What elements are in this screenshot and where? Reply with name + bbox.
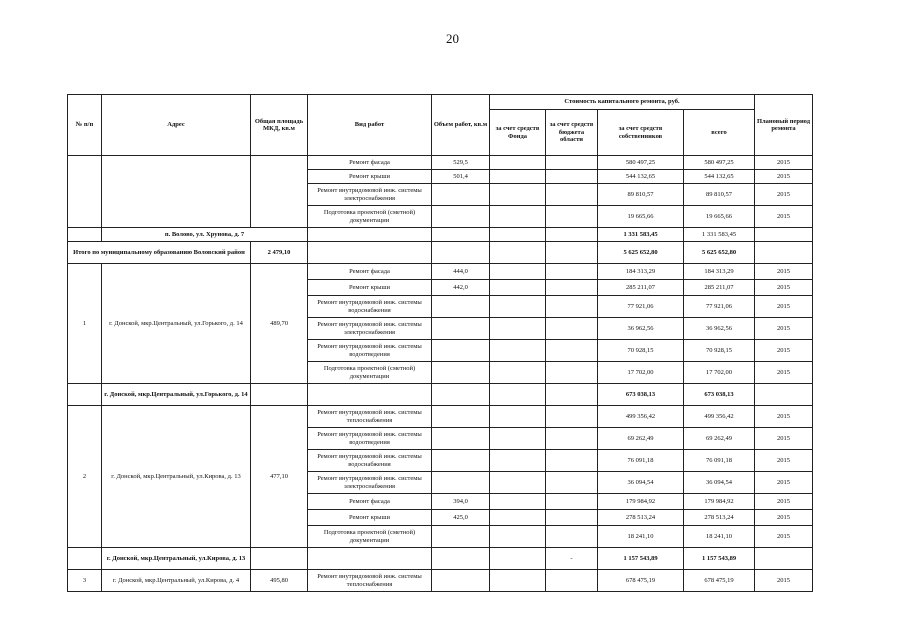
num-cell	[68, 156, 102, 228]
volume-cell	[432, 184, 490, 206]
fund-cell	[490, 206, 546, 228]
header-address: Адрес	[102, 95, 251, 156]
period-cell: 2015	[755, 526, 813, 548]
total-cell: 36 962,56	[684, 318, 755, 340]
total-cell: 70 928,15	[684, 340, 755, 362]
fund-cell	[490, 296, 546, 318]
total-cell: 5 625 652,80	[684, 242, 755, 264]
subtotal-row	[68, 384, 813, 406]
area-cell	[251, 156, 308, 228]
subtotal-label: г. Донской, мкр.Центральный, ул.Горького, д. 14	[102, 384, 251, 406]
fund-cell	[490, 428, 546, 450]
total-cell: 678 475,19	[684, 570, 755, 592]
header-owners: за счет средств собственников	[598, 110, 684, 156]
total-cell: 184 313,29	[684, 264, 755, 280]
work-cell	[308, 242, 432, 264]
fund-cell	[490, 228, 546, 242]
address-cell: г. Донской, мкр.Центральный, ул.Кирова, д. 4	[102, 570, 251, 592]
volume-cell: 529,5	[432, 156, 490, 170]
total-cell: 89 810,57	[684, 184, 755, 206]
period-cell: 2015	[755, 450, 813, 472]
owners-cell: 89 810,57	[598, 184, 684, 206]
period-cell: 2015	[755, 472, 813, 494]
volume-cell	[432, 228, 490, 242]
budget-cell	[546, 184, 598, 206]
header-work-type: Вид работ	[308, 95, 432, 156]
budget-cell	[546, 362, 598, 384]
volume-cell	[432, 318, 490, 340]
work-cell: Ремонт внутридомовой инж. системы электроснабжения	[308, 184, 432, 206]
work-cell: Ремонт внутридомовой инж. системы теплоснабжения	[308, 406, 432, 428]
subtotal-row	[68, 548, 813, 570]
header-total: всего	[684, 110, 755, 156]
volume-cell: 442,0	[432, 280, 490, 296]
header-budget: за счет средств бюджета области	[546, 110, 598, 156]
budget-cell: -	[546, 548, 598, 570]
owners-cell: 179 984,92	[598, 494, 684, 510]
period-cell: 2015	[755, 428, 813, 450]
volume-cell: 501,4	[432, 170, 490, 184]
fund-cell	[490, 450, 546, 472]
num-cell	[68, 228, 102, 242]
owners-cell: 77 921,06	[598, 296, 684, 318]
header-num: № п/п	[68, 95, 102, 156]
budget-cell	[546, 318, 598, 340]
owners-cell: 1 331 583,45	[598, 228, 684, 242]
work-cell: Ремонт фасада	[308, 264, 432, 280]
volume-cell	[432, 570, 490, 592]
table-row	[68, 570, 813, 592]
total-cell: 580 497,25	[684, 156, 755, 170]
subtotal-row	[68, 228, 813, 242]
work-cell: Ремонт крыши	[308, 280, 432, 296]
owners-cell: 76 091,18	[598, 450, 684, 472]
fund-cell	[490, 406, 546, 428]
budget-cell	[546, 570, 598, 592]
period-cell	[755, 384, 813, 406]
volume-cell	[432, 406, 490, 428]
budget-cell	[546, 242, 598, 264]
budget-cell	[546, 340, 598, 362]
budget-cell	[546, 170, 598, 184]
budget-cell	[546, 428, 598, 450]
fund-cell	[490, 280, 546, 296]
repair-schedule-table	[67, 94, 813, 592]
period-cell: 2015	[755, 170, 813, 184]
num-cell	[68, 548, 102, 570]
work-cell: Ремонт внутридомовой инж. системы электроснабжения	[308, 318, 432, 340]
address-cell: г. Донской, мкр.Центральный, ул.Кирова, д. 13	[102, 406, 251, 548]
total-cell: 19 665,66	[684, 206, 755, 228]
period-cell: 2015	[755, 184, 813, 206]
table-row	[68, 406, 813, 428]
period-cell	[755, 548, 813, 570]
total-cell: 278 513,24	[684, 510, 755, 526]
header-cost-group: Стоимость капитального ремонта, руб.	[490, 95, 755, 110]
total-cell: 1 331 583,45	[684, 228, 755, 242]
total-cell: 76 091,18	[684, 450, 755, 472]
table-row	[68, 156, 813, 170]
owners-cell: 580 497,25	[598, 156, 684, 170]
volume-cell	[432, 340, 490, 362]
work-cell: Ремонт внутридомовой инж. системы водоснабжения	[308, 296, 432, 318]
owners-cell: 5 625 652,80	[598, 242, 684, 264]
volume-cell	[432, 384, 490, 406]
volume-cell: 394,0	[432, 494, 490, 510]
total-cell: 544 132,65	[684, 170, 755, 184]
num-cell: 2	[68, 406, 102, 548]
budget-cell	[546, 384, 598, 406]
header-volume: Объем работ, кв.м	[432, 95, 490, 156]
work-cell	[308, 548, 432, 570]
period-cell: 2015	[755, 206, 813, 228]
period-cell: 2015	[755, 362, 813, 384]
budget-cell	[546, 450, 598, 472]
area-cell: 2 479,10	[251, 242, 308, 264]
area-cell	[251, 548, 308, 570]
owners-cell: 70 928,15	[598, 340, 684, 362]
work-cell	[308, 228, 432, 242]
budget-cell	[546, 510, 598, 526]
owners-cell: 278 513,24	[598, 510, 684, 526]
volume-cell	[432, 296, 490, 318]
owners-cell: 18 241,10	[598, 526, 684, 548]
total-cell: 499 356,42	[684, 406, 755, 428]
fund-cell	[490, 526, 546, 548]
header-fund: за счет средств Фонда	[490, 110, 546, 156]
area-cell: 495,80	[251, 570, 308, 592]
work-cell: Ремонт крыши	[308, 170, 432, 184]
owners-cell: 184 313,29	[598, 264, 684, 280]
fund-cell	[490, 184, 546, 206]
volume-cell	[432, 362, 490, 384]
period-cell: 2015	[755, 406, 813, 428]
budget-cell	[546, 280, 598, 296]
volume-cell	[432, 242, 490, 264]
volume-cell	[432, 548, 490, 570]
volume-cell	[432, 428, 490, 450]
area-cell: 489,70	[251, 264, 308, 384]
owners-cell: 69 262,49	[598, 428, 684, 450]
district-total-label: Итого по муниципальному образованию Воловский район	[68, 242, 251, 264]
address-cell	[102, 156, 251, 228]
fund-cell	[490, 156, 546, 170]
volume-cell: 444,0	[432, 264, 490, 280]
owners-cell: 285 211,07	[598, 280, 684, 296]
total-cell: 69 262,49	[684, 428, 755, 450]
owners-cell: 544 132,65	[598, 170, 684, 184]
work-cell: Ремонт фасада	[308, 494, 432, 510]
total-cell: 17 702,00	[684, 362, 755, 384]
num-cell: 3	[68, 570, 102, 592]
work-cell: Ремонт внутридомовой инж. системы водоотведения	[308, 428, 432, 450]
fund-cell	[490, 494, 546, 510]
total-cell: 673 038,13	[684, 384, 755, 406]
total-cell: 77 921,06	[684, 296, 755, 318]
period-cell: 2015	[755, 296, 813, 318]
fund-cell	[490, 510, 546, 526]
volume-cell	[432, 526, 490, 548]
work-cell: Подготовка проектной (сметной) документации	[308, 526, 432, 548]
budget-cell	[546, 296, 598, 318]
budget-cell	[546, 228, 598, 242]
work-cell: Ремонт фасада	[308, 156, 432, 170]
owners-cell: 17 702,00	[598, 362, 684, 384]
fund-cell	[490, 362, 546, 384]
area-cell	[251, 384, 308, 406]
fund-cell	[490, 384, 546, 406]
volume-cell: 425,0	[432, 510, 490, 526]
volume-cell	[432, 206, 490, 228]
work-cell	[308, 384, 432, 406]
budget-cell	[546, 406, 598, 428]
num-cell: 1	[68, 264, 102, 384]
fund-cell	[490, 570, 546, 592]
period-cell: 2015	[755, 280, 813, 296]
total-cell: 36 094,54	[684, 472, 755, 494]
owners-cell: 1 157 543,89	[598, 548, 684, 570]
total-cell: 285 211,07	[684, 280, 755, 296]
owners-cell: 673 038,13	[598, 384, 684, 406]
work-cell: Ремонт внутридомовой инж. системы теплоснабжения	[308, 570, 432, 592]
period-cell: 2015	[755, 156, 813, 170]
period-cell: 2015	[755, 318, 813, 340]
work-cell: Ремонт внутридомовой инж. системы водоотведения	[308, 340, 432, 362]
work-cell: Ремонт крыши	[308, 510, 432, 526]
total-cell: 179 984,92	[684, 494, 755, 510]
fund-cell	[490, 242, 546, 264]
total-cell: 18 241,10	[684, 526, 755, 548]
fund-cell	[490, 170, 546, 184]
header-period: Плановый период ремонта	[755, 95, 813, 156]
work-cell: Ремонт внутридомовой инж. системы водоснабжения	[308, 450, 432, 472]
budget-cell	[546, 206, 598, 228]
subtotal-label: г. Донской, мкр.Центральный, ул.Кирова, д. 13	[102, 548, 251, 570]
header-area: Общая площадь МКД, кв.м	[251, 95, 308, 156]
fund-cell	[490, 472, 546, 494]
volume-cell	[432, 450, 490, 472]
table-row	[68, 264, 813, 280]
owners-cell: 36 094,54	[598, 472, 684, 494]
fund-cell	[490, 264, 546, 280]
budget-cell	[546, 526, 598, 548]
budget-cell	[546, 264, 598, 280]
owners-cell: 678 475,19	[598, 570, 684, 592]
fund-cell	[490, 548, 546, 570]
work-cell: Подготовка проектной (сметной) документации	[308, 206, 432, 228]
num-cell	[68, 384, 102, 406]
work-cell: Ремонт внутридомовой инж. системы электроснабжения	[308, 472, 432, 494]
period-cell: 2015	[755, 510, 813, 526]
address-cell: г. Донской, мкр.Центральный, ул.Горького, д. 14	[102, 264, 251, 384]
period-cell: 2015	[755, 340, 813, 362]
fund-cell	[490, 340, 546, 362]
budget-cell	[546, 472, 598, 494]
district-total-row	[68, 242, 813, 264]
period-cell	[755, 242, 813, 264]
owners-cell: 19 665,66	[598, 206, 684, 228]
budget-cell	[546, 156, 598, 170]
owners-cell: 36 962,56	[598, 318, 684, 340]
area-cell: 477,10	[251, 406, 308, 548]
subtotal-label: п. Волово, ул. Хрунова, д. 7	[102, 228, 308, 242]
budget-cell	[546, 494, 598, 510]
volume-cell	[432, 472, 490, 494]
owners-cell: 499 356,42	[598, 406, 684, 428]
period-cell: 2015	[755, 264, 813, 280]
work-cell: Подготовка проектной (сметной) документации	[308, 362, 432, 384]
page-number: 20	[446, 31, 459, 46]
total-cell: 1 157 543,89	[684, 548, 755, 570]
period-cell: 2015	[755, 494, 813, 510]
period-cell: 2015	[755, 570, 813, 592]
fund-cell	[490, 318, 546, 340]
period-cell	[755, 228, 813, 242]
